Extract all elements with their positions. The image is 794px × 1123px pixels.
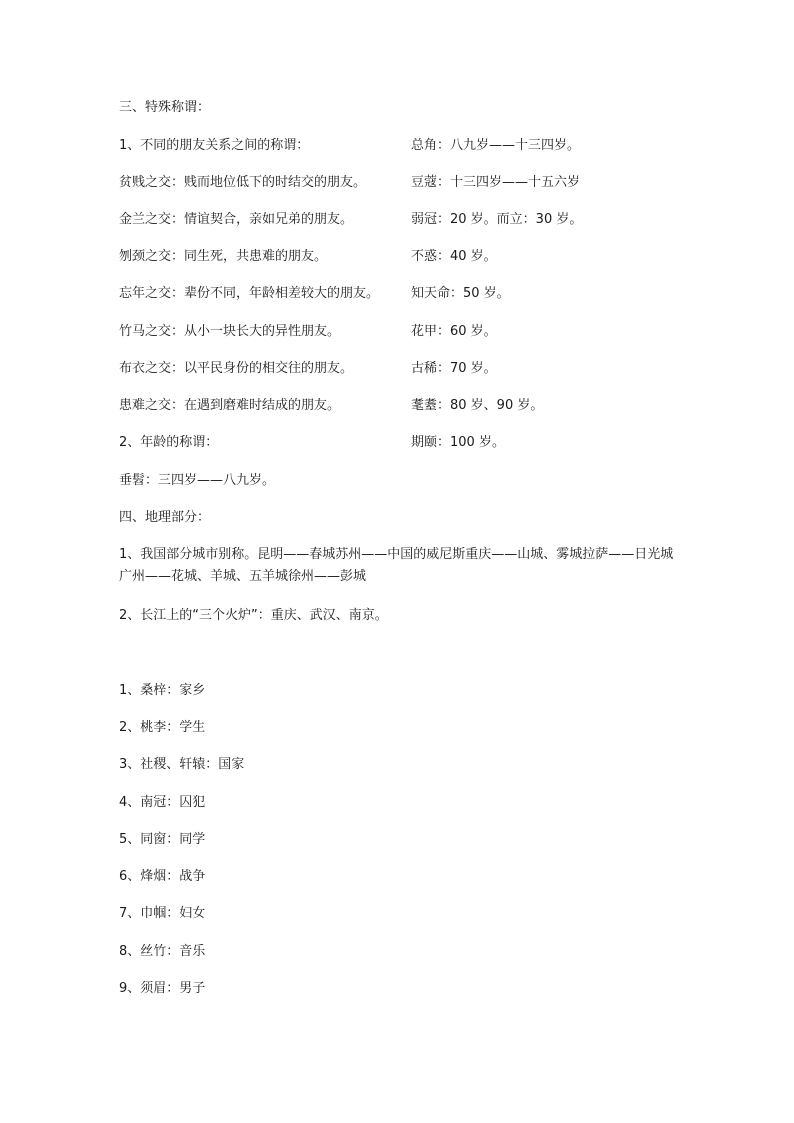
row-right-text: 总角：八九岁——十三四岁。: [411, 138, 581, 153]
row-right-text: 豆蔻：十三四岁——十五六岁: [411, 175, 581, 190]
row-left-text: 患难之交：在遇到磨难时结成的朋友。: [119, 398, 341, 413]
row-left-text: 金兰之交：情谊契合，亲如兄弟的朋友。: [119, 212, 354, 227]
row-left-text: 2、年龄的称谓：: [119, 435, 219, 450]
row-left-text: 布衣之交：以平民身份的相交往的朋友。: [119, 361, 354, 376]
section-heading-special-titles: 三、特殊称谓：: [119, 100, 211, 115]
list-item-term: 7、巾帼：妇女: [119, 906, 206, 921]
list-item-term: 6、烽烟：战争: [119, 869, 206, 884]
list-item-term: 1、桑梓：家乡: [119, 683, 206, 698]
list-item-term: 2、桃李：学生: [119, 720, 206, 735]
list-item-term: 3、社稷、轩辕：国家: [119, 757, 245, 772]
list-item-term: 4、南冠：囚犯: [119, 795, 206, 810]
row-right-text: 弱冠：20 岁。而立：30 岁。: [411, 212, 583, 227]
age-term-chuitiao: 垂髫：三四岁——八九岁。: [119, 473, 276, 488]
geography-paragraph-three-furnaces: 2、长江上的“三个火炉”：重庆、武汉、南京。: [119, 608, 388, 623]
row-left-text: 刎颈之交：同生死，共患难的朋友。: [119, 249, 328, 264]
row-right-text: 期颐：100 岁。: [411, 435, 505, 450]
row-right-text: 知天命：50 岁。: [411, 286, 510, 301]
row-left-text: 贫贱之交：贱而地位低下的时结交的朋友。: [119, 175, 367, 190]
geography-paragraph-city-nicknames: 1、我国部分城市别称。昆明——春城苏州——中国的威尼斯重庆——山城、雾城拉萨——日光城广州——花城、羊城、五羊城徐州——彭城: [119, 547, 674, 584]
row-right-text: 古稀：70 岁。: [411, 361, 497, 376]
row-left-text: 竹马之交：从小一块长大的异性朋友。: [119, 324, 341, 339]
row-right-text: 不惑：40 岁。: [411, 249, 497, 264]
row-left-text: 1、不同的朋友关系之间的称谓：: [119, 138, 310, 153]
row-right-text: 耄耋：80 岁、90 岁。: [411, 398, 544, 413]
list-item-term: 8、丝竹：音乐: [119, 944, 206, 959]
row-right-text: 花甲：60 岁。: [411, 324, 497, 339]
row-left-text: 忘年之交：辈份不同，年龄相差较大的朋友。: [119, 286, 380, 301]
section-heading-geography: 四、地理部分：: [119, 510, 211, 525]
list-item-term: 5、同窗：同学: [119, 832, 206, 847]
list-item-term: 9、须眉：男子: [119, 981, 206, 996]
